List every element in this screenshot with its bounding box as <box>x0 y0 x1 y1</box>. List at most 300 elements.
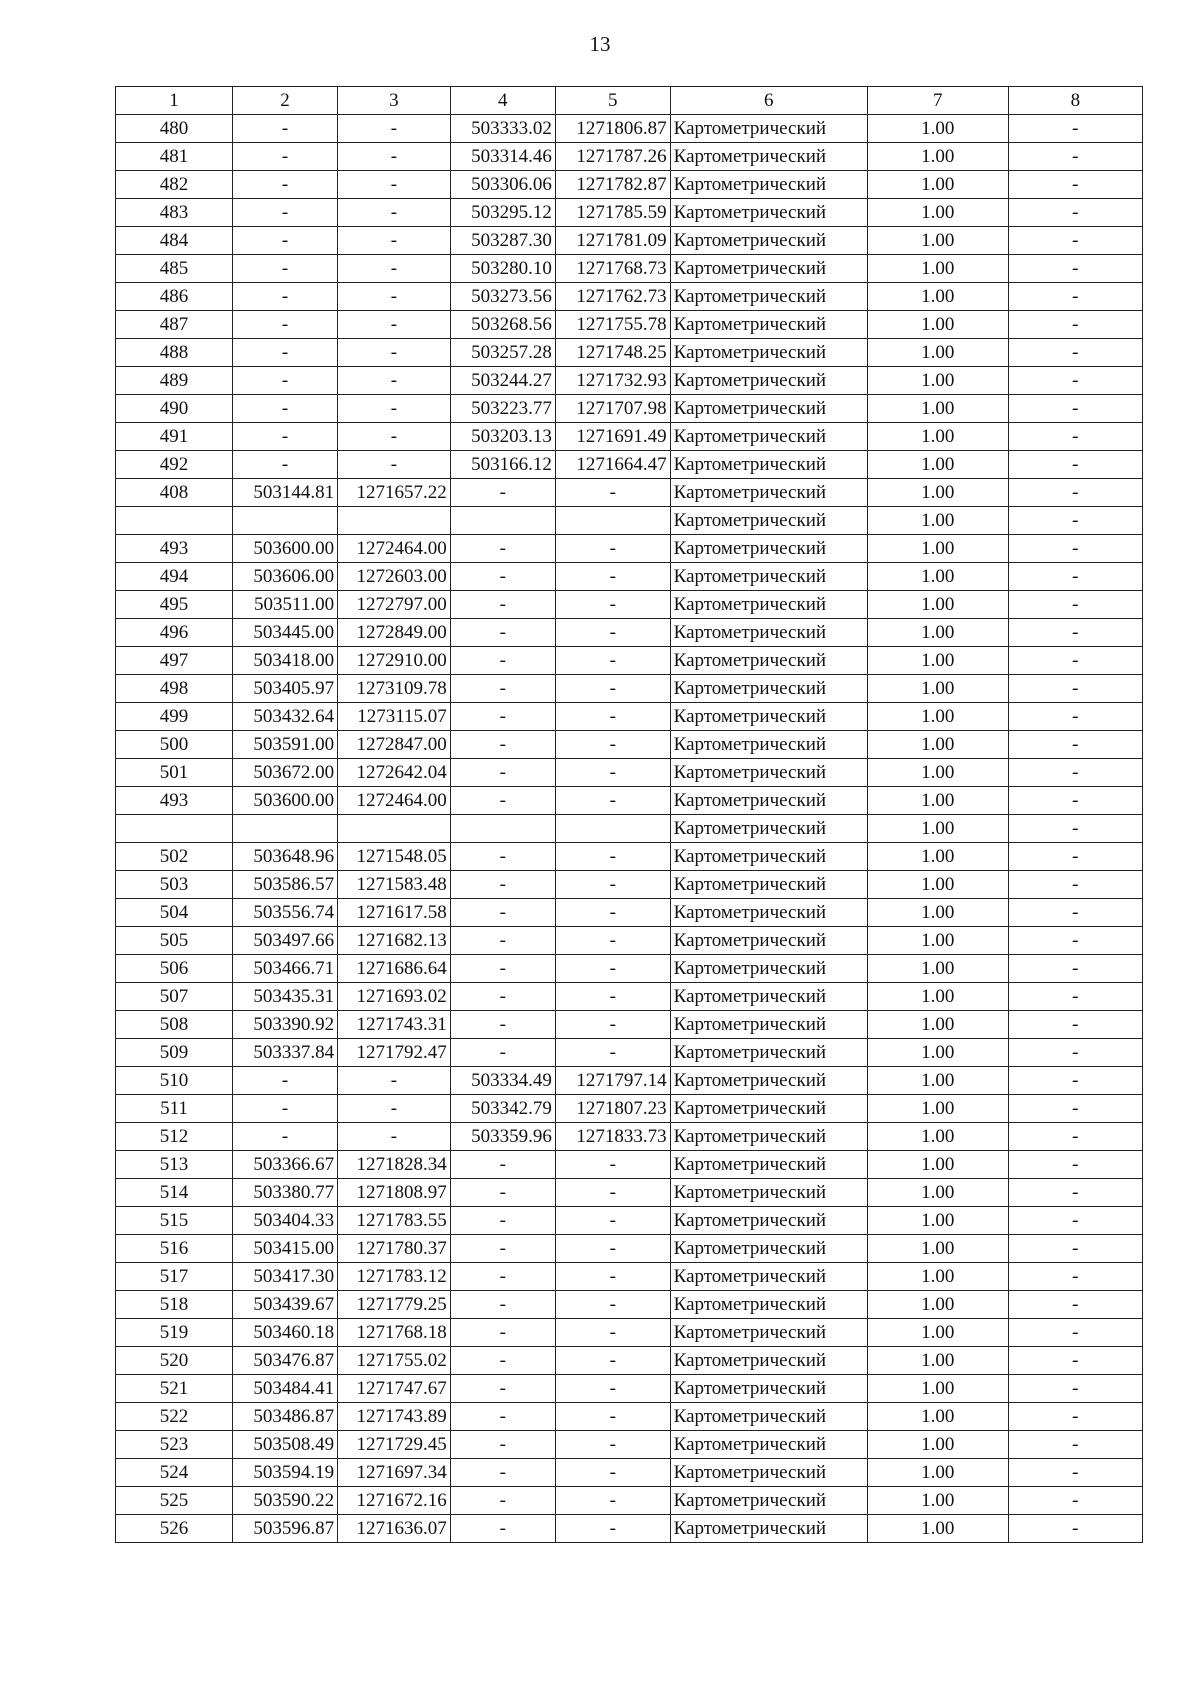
table-cell: 1271743.89 <box>338 1403 451 1431</box>
table-cell: 1.00 <box>867 395 1008 423</box>
table-cell: 1.00 <box>867 1319 1008 1347</box>
table-cell: - <box>233 143 338 171</box>
table-cell: Картометрический <box>670 787 867 815</box>
table-cell: 525 <box>116 1487 233 1515</box>
table-row <box>116 1263 1143 1291</box>
table-header-row <box>116 87 1143 115</box>
table-cell: 508 <box>116 1011 233 1039</box>
table-cell: 1271833.73 <box>555 1123 670 1151</box>
table-cell: - <box>338 339 451 367</box>
table-row <box>116 1515 1143 1543</box>
table-cell: - <box>338 395 451 423</box>
table-cell: Картометрический <box>670 1403 867 1431</box>
table-cell: - <box>450 1039 555 1067</box>
table-cell: - <box>555 1207 670 1235</box>
table-cell: 503380.77 <box>233 1179 338 1207</box>
table-cell: 1271797.14 <box>555 1067 670 1095</box>
table-cell: 1271781.09 <box>555 227 670 255</box>
table-cell: Картометрический <box>670 423 867 451</box>
table-cell: 501 <box>116 759 233 787</box>
table-cell: - <box>450 619 555 647</box>
table-cell: - <box>450 703 555 731</box>
table-cell: 1.00 <box>867 1207 1008 1235</box>
table-cell: 502 <box>116 843 233 871</box>
table-cell: - <box>1008 451 1142 479</box>
table-cell: - <box>555 1515 670 1543</box>
table-row <box>116 731 1143 759</box>
table-cell: Картометрический <box>670 563 867 591</box>
table-cell: 523 <box>116 1431 233 1459</box>
table-cell: 526 <box>116 1515 233 1543</box>
table-cell: 1.00 <box>867 535 1008 563</box>
table-row <box>116 115 1143 143</box>
table-row <box>116 815 1143 843</box>
table-cell: 1271729.45 <box>338 1431 451 1459</box>
table-cell: Картометрический <box>670 199 867 227</box>
table-cell: 503287.30 <box>450 227 555 255</box>
table-cell: 503390.92 <box>233 1011 338 1039</box>
table-body <box>116 115 1143 1543</box>
table-cell: 503366.67 <box>233 1151 338 1179</box>
table-cell: 503439.67 <box>233 1291 338 1319</box>
table-cell: - <box>450 1431 555 1459</box>
table-cell: 1.00 <box>867 255 1008 283</box>
table-cell: Картометрический <box>670 255 867 283</box>
table-cell: 503306.06 <box>450 171 555 199</box>
table-cell: 1271691.49 <box>555 423 670 451</box>
table-cell: Картометрический <box>670 619 867 647</box>
table-cell: Картометрический <box>670 899 867 927</box>
table-cell: - <box>1008 507 1142 535</box>
table-row <box>116 395 1143 423</box>
table-cell: - <box>1008 787 1142 815</box>
table-cell: - <box>555 759 670 787</box>
table-cell: 522 <box>116 1403 233 1431</box>
table-cell: - <box>1008 479 1142 507</box>
table-cell: Картометрический <box>670 283 867 311</box>
table-cell: - <box>450 535 555 563</box>
table-cell: 496 <box>116 619 233 647</box>
table-row <box>116 591 1143 619</box>
table-cell: Картометрический <box>670 1291 867 1319</box>
table-cell: 1271808.97 <box>338 1179 451 1207</box>
table-cell: 495 <box>116 591 233 619</box>
table-cell: - <box>555 1235 670 1263</box>
table-row <box>116 367 1143 395</box>
table-cell: 481 <box>116 143 233 171</box>
table-cell: 509 <box>116 1039 233 1067</box>
table-cell: 503435.31 <box>233 983 338 1011</box>
table-cell: Картометрический <box>670 1319 867 1347</box>
table-cell: Картометрический <box>670 1011 867 1039</box>
table-cell: 1.00 <box>867 899 1008 927</box>
table-row <box>116 1235 1143 1263</box>
table-cell: 504 <box>116 899 233 927</box>
table-cell: - <box>338 143 451 171</box>
table-cell: - <box>555 1459 670 1487</box>
table-cell: Картометрический <box>670 1487 867 1515</box>
table-cell: Картометрический <box>670 675 867 703</box>
table-cell: - <box>1008 1347 1142 1375</box>
table-cell: - <box>338 311 451 339</box>
table-cell: 503257.28 <box>450 339 555 367</box>
table-cell: 503594.19 <box>233 1459 338 1487</box>
table-cell: 493 <box>116 535 233 563</box>
table-cell: - <box>555 1291 670 1319</box>
table-cell: 516 <box>116 1235 233 1263</box>
table-cell: - <box>450 899 555 927</box>
table-cell: - <box>1008 983 1142 1011</box>
table-cell: 514 <box>116 1179 233 1207</box>
table-cell: Картометрический <box>670 1179 867 1207</box>
table-cell: 503606.00 <box>233 563 338 591</box>
table-row <box>116 507 1143 535</box>
table-cell: - <box>233 171 338 199</box>
table-cell: 503268.56 <box>450 311 555 339</box>
table-cell: 1271783.55 <box>338 1207 451 1235</box>
table-cell: Картометрический <box>670 843 867 871</box>
table-cell: - <box>450 1515 555 1543</box>
table-row <box>116 199 1143 227</box>
table-cell: - <box>1008 1151 1142 1179</box>
table-cell: 503432.64 <box>233 703 338 731</box>
table-cell: - <box>450 563 555 591</box>
table-cell: Картометрический <box>670 227 867 255</box>
table-cell: - <box>1008 591 1142 619</box>
table-row <box>116 1403 1143 1431</box>
table-cell: Картометрический <box>670 927 867 955</box>
table-cell: 1.00 <box>867 871 1008 899</box>
table-cell: 1.00 <box>867 507 1008 535</box>
table-cell: 507 <box>116 983 233 1011</box>
table-cell: - <box>233 423 338 451</box>
table-cell: 503511.00 <box>233 591 338 619</box>
table-cell: 1.00 <box>867 423 1008 451</box>
table-cell: 505 <box>116 927 233 955</box>
table-cell: 1271682.13 <box>338 927 451 955</box>
table-cell: - <box>1008 1487 1142 1515</box>
table-cell: 488 <box>116 339 233 367</box>
table-cell: 500 <box>116 731 233 759</box>
table-row <box>116 675 1143 703</box>
table-row <box>116 227 1143 255</box>
table-cell: 520 <box>116 1347 233 1375</box>
table-row <box>116 451 1143 479</box>
table-cell: 1.00 <box>867 1039 1008 1067</box>
table-row <box>116 1319 1143 1347</box>
table-row <box>116 1459 1143 1487</box>
table-cell: - <box>1008 731 1142 759</box>
table-cell: 1.00 <box>867 1235 1008 1263</box>
table-row <box>116 479 1143 507</box>
table-cell: 1272910.00 <box>338 647 451 675</box>
table-cell: - <box>1008 1291 1142 1319</box>
table-cell: 1271617.58 <box>338 899 451 927</box>
table-cell: Картометрический <box>670 1039 867 1067</box>
table-cell: 1271743.31 <box>338 1011 451 1039</box>
table-cell: 1272603.00 <box>338 563 451 591</box>
table-cell: 1271779.25 <box>338 1291 451 1319</box>
table-cell: 1.00 <box>867 1067 1008 1095</box>
table-row <box>116 1151 1143 1179</box>
table-cell: 506 <box>116 955 233 983</box>
table-cell: 1271748.25 <box>555 339 670 367</box>
table-cell: 1271755.78 <box>555 311 670 339</box>
table-cell: Картометрический <box>670 171 867 199</box>
table-cell: Картометрический <box>670 1151 867 1179</box>
table-cell: 515 <box>116 1207 233 1235</box>
table-cell: 483 <box>116 199 233 227</box>
table-cell: - <box>450 1459 555 1487</box>
table-cell: - <box>450 1263 555 1291</box>
table-cell: Картометрический <box>670 451 867 479</box>
table-cell: 1.00 <box>867 647 1008 675</box>
table-cell: 489 <box>116 367 233 395</box>
table-cell: 480 <box>116 115 233 143</box>
table-cell: - <box>338 199 451 227</box>
table-cell: Картометрический <box>670 1347 867 1375</box>
table-cell: Картометрический <box>670 1459 867 1487</box>
table-cell: 1272847.00 <box>338 731 451 759</box>
table-cell: 1.00 <box>867 731 1008 759</box>
table-cell: Картометрический <box>670 591 867 619</box>
table-cell: 503415.00 <box>233 1235 338 1263</box>
table-cell: 1271780.37 <box>338 1235 451 1263</box>
table-cell: - <box>1008 955 1142 983</box>
table-cell: - <box>1008 843 1142 871</box>
table-cell: - <box>1008 339 1142 367</box>
table-row <box>116 1207 1143 1235</box>
table-cell: Картометрический <box>670 983 867 1011</box>
table-cell: - <box>233 451 338 479</box>
table-cell: Картометрический <box>670 479 867 507</box>
table-cell: - <box>450 843 555 871</box>
table-cell: 1.00 <box>867 1515 1008 1543</box>
table-row <box>116 1039 1143 1067</box>
table-cell: - <box>1008 1095 1142 1123</box>
table-cell: - <box>450 1235 555 1263</box>
table-cell: - <box>233 255 338 283</box>
table-cell: - <box>555 1179 670 1207</box>
table-cell: 518 <box>116 1291 233 1319</box>
table-cell: - <box>555 1151 670 1179</box>
table-cell: 1.00 <box>867 759 1008 787</box>
table-cell: - <box>450 1347 555 1375</box>
table-cell: 1.00 <box>867 1263 1008 1291</box>
table-cell: 1.00 <box>867 1011 1008 1039</box>
table-cell: 503497.66 <box>233 927 338 955</box>
table-cell: Картометрический <box>670 1067 867 1095</box>
table-cell: 1.00 <box>867 199 1008 227</box>
table-cell: 1.00 <box>867 1151 1008 1179</box>
table-cell: 503280.10 <box>450 255 555 283</box>
table-cell: 1.00 <box>867 843 1008 871</box>
table-cell: 1271697.34 <box>338 1459 451 1487</box>
table-cell: 490 <box>116 395 233 423</box>
table-cell: - <box>450 675 555 703</box>
table-cell: - <box>1008 927 1142 955</box>
table-cell: - <box>555 1263 670 1291</box>
table-cell: - <box>555 1039 670 1067</box>
table-cell <box>233 507 338 535</box>
table-cell: 1.00 <box>867 171 1008 199</box>
table-cell: - <box>1008 1123 1142 1151</box>
table-cell: Картометрический <box>670 871 867 899</box>
table-row <box>116 1431 1143 1459</box>
table-row <box>116 759 1143 787</box>
table-cell: 487 <box>116 311 233 339</box>
table-cell: 1.00 <box>867 703 1008 731</box>
table-cell: 503223.77 <box>450 395 555 423</box>
table-cell: 1271747.67 <box>338 1375 451 1403</box>
table-cell: Картометрический <box>670 955 867 983</box>
table-cell: - <box>450 787 555 815</box>
coordinates-table <box>115 86 1143 1543</box>
table-cell: 503405.97 <box>233 675 338 703</box>
table-cell: 503590.22 <box>233 1487 338 1515</box>
table-cell: - <box>1008 675 1142 703</box>
table-cell: 503342.79 <box>450 1095 555 1123</box>
table-cell: - <box>555 535 670 563</box>
table-cell: - <box>1008 1431 1142 1459</box>
table-cell: 1271548.05 <box>338 843 451 871</box>
column-header: 7 <box>867 87 1008 115</box>
table-cell: - <box>555 899 670 927</box>
table-cell: Картометрический <box>670 367 867 395</box>
table-cell: 1.00 <box>867 227 1008 255</box>
table-cell: 1271807.23 <box>555 1095 670 1123</box>
table-cell: - <box>555 703 670 731</box>
table-cell: - <box>233 395 338 423</box>
table-cell: 503484.41 <box>233 1375 338 1403</box>
table-cell: 503486.87 <box>233 1403 338 1431</box>
table-cell: - <box>1008 647 1142 675</box>
table-cell: 1.00 <box>867 1459 1008 1487</box>
table-row <box>116 619 1143 647</box>
table-cell: - <box>1008 1459 1142 1487</box>
table-cell: 1.00 <box>867 1291 1008 1319</box>
table-row <box>116 983 1143 1011</box>
table-cell: 503295.12 <box>450 199 555 227</box>
table-cell: 1.00 <box>867 1095 1008 1123</box>
table-cell: Картометрический <box>670 339 867 367</box>
table-cell: - <box>450 479 555 507</box>
table-cell: 1273109.78 <box>338 675 451 703</box>
table-row <box>116 871 1143 899</box>
table-cell: Картометрический <box>670 311 867 339</box>
table-cell: - <box>1008 1039 1142 1067</box>
table-cell: - <box>1008 563 1142 591</box>
table-cell: Картометрический <box>670 395 867 423</box>
table-cell: - <box>1008 1067 1142 1095</box>
table-cell: Картометрический <box>670 1095 867 1123</box>
table-cell: 503418.00 <box>233 647 338 675</box>
table-cell: 503273.56 <box>450 283 555 311</box>
table-cell: - <box>338 115 451 143</box>
table-cell: 1.00 <box>867 591 1008 619</box>
table-row <box>116 843 1143 871</box>
table-cell: - <box>338 1067 451 1095</box>
table-cell: - <box>1008 283 1142 311</box>
table-cell: 484 <box>116 227 233 255</box>
table-cell: Картометрический <box>670 703 867 731</box>
table-cell: 503672.00 <box>233 759 338 787</box>
table-cell: - <box>1008 1207 1142 1235</box>
table-cell: 499 <box>116 703 233 731</box>
table-cell: Картометрический <box>670 1207 867 1235</box>
table-cell: - <box>450 759 555 787</box>
table-cell: 512 <box>116 1123 233 1151</box>
table-cell: 1271806.87 <box>555 115 670 143</box>
table-cell: - <box>233 1067 338 1095</box>
table-cell: 1.00 <box>867 283 1008 311</box>
table-cell: 1271783.12 <box>338 1263 451 1291</box>
table-cell: - <box>450 1375 555 1403</box>
column-header: 5 <box>555 87 670 115</box>
page-number: 13 <box>589 32 611 56</box>
table-cell: - <box>233 1095 338 1123</box>
table-cell: 1.00 <box>867 143 1008 171</box>
table-cell: 1271828.34 <box>338 1151 451 1179</box>
table-row <box>116 1291 1143 1319</box>
table-cell: 1.00 <box>867 311 1008 339</box>
table-row <box>116 339 1143 367</box>
table-cell: 408 <box>116 479 233 507</box>
table-cell: - <box>338 171 451 199</box>
table-cell: - <box>555 983 670 1011</box>
table-cell: Картометрический <box>670 647 867 675</box>
table-cell: - <box>450 955 555 983</box>
table-cell: - <box>1008 1403 1142 1431</box>
table-cell: 503203.13 <box>450 423 555 451</box>
table-cell: 503417.30 <box>233 1263 338 1291</box>
table-cell: Картометрический <box>670 1235 867 1263</box>
table-row <box>116 423 1143 451</box>
table-row <box>116 143 1143 171</box>
table-cell: 510 <box>116 1067 233 1095</box>
table-row <box>116 283 1143 311</box>
table-cell: 486 <box>116 283 233 311</box>
table-cell: 1.00 <box>867 619 1008 647</box>
table-cell: - <box>338 451 451 479</box>
table-cell: 503600.00 <box>233 787 338 815</box>
table-cell: - <box>233 115 338 143</box>
table-cell: - <box>1008 1179 1142 1207</box>
table-cell: - <box>1008 899 1142 927</box>
table-cell: - <box>1008 871 1142 899</box>
table-cell: 1.00 <box>867 479 1008 507</box>
table-cell: 1.00 <box>867 1487 1008 1515</box>
table-cell: 1271785.59 <box>555 199 670 227</box>
table-cell <box>116 507 233 535</box>
table-cell: - <box>1008 423 1142 451</box>
table-cell: - <box>555 1487 670 1515</box>
table-cell: 503460.18 <box>233 1319 338 1347</box>
table-cell: - <box>450 1403 555 1431</box>
table-cell: 503359.96 <box>450 1123 555 1151</box>
table-cell: - <box>450 983 555 1011</box>
table-cell: Картометрический <box>670 143 867 171</box>
table-cell: 503591.00 <box>233 731 338 759</box>
table-cell: 503334.49 <box>450 1067 555 1095</box>
table-cell: 1.00 <box>867 339 1008 367</box>
table-cell: 503648.96 <box>233 843 338 871</box>
table-cell: 1271732.93 <box>555 367 670 395</box>
table-row <box>116 927 1143 955</box>
table-cell: 494 <box>116 563 233 591</box>
table-row <box>116 535 1143 563</box>
table-cell: - <box>555 955 670 983</box>
